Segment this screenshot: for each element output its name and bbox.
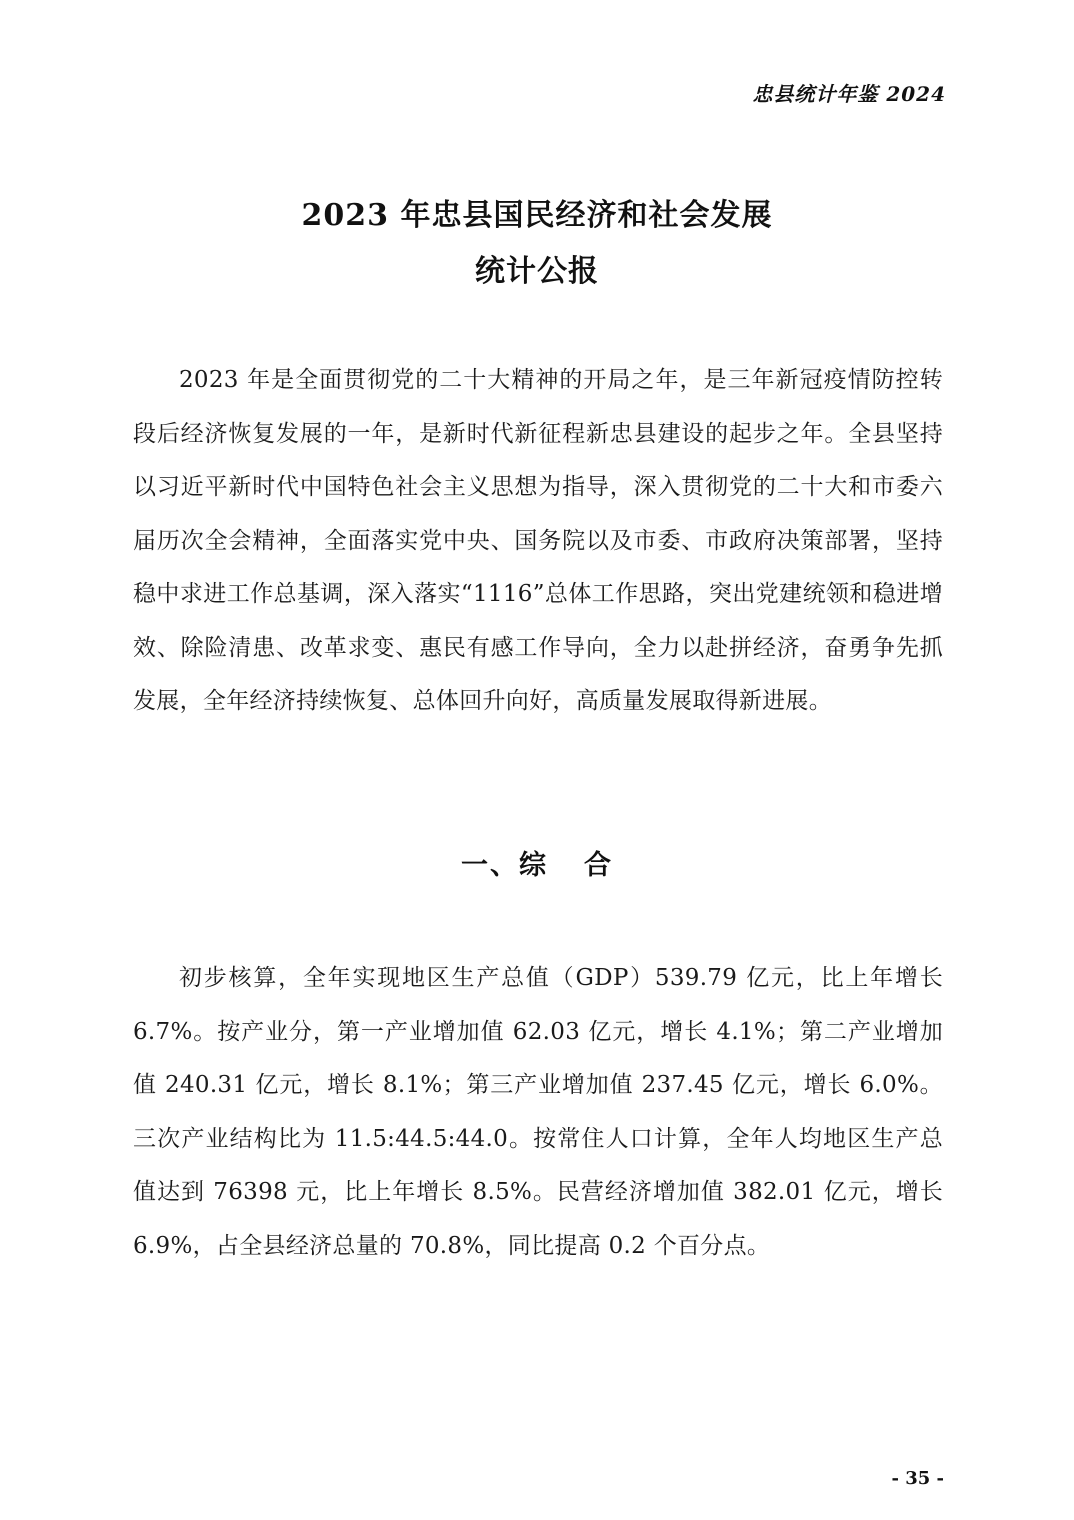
intro-paragraph: 2023 年是全面贯彻党的二十大精神的开局之年，是三年新冠疫情防控转段后经济恢复发展的一年，是新时代新征程新忠县建设的起步之年。全县坚持以习近平新时代中国特色社会主义思想为指导，深入贯彻党的二十大和市委六届历次全会精神，全面落实党中央、国务院以及市委、市政府决策部署，坚持稳中求进工作总基调，深入落实“1116”总体工作思路，突出党建统领和稳进增效、除险清患、改革求变、惠民有感工作导向，全力以赴拼经济，奋勇争先抓发展，全年经济持续恢复、总体回升向好，高质量发展取得新进展。	[133, 367, 943, 714]
page-number: - 35 -	[891, 1468, 944, 1489]
title-line-2: 统计公报	[475, 254, 599, 289]
section-heading-part-1: 一、综	[461, 850, 548, 881]
section-heading-part-2: 合	[584, 850, 613, 881]
running-header: 忠县统计年鉴 2024	[752, 82, 946, 106]
title-line-1: 2023 年忠县国民经济和社会发展	[301, 198, 773, 233]
gdp-paragraph: 初步核算，全年实现地区生产总值（GDP）539.79 亿元，比上年增长 6.7%。按产业分，第一产业增加值 62.03 亿元，增长 4.1%；第二产业增加值 240.31 亿元，增长 8.1%；第三产业增加值 237.45 亿元，增长 6.0%。三次产业结构比为 11.5:44.5:44.0。按常住人口计算，全年人均地区生产总值达到 76398 元，比上年增长 8.5%。民营经济增加值 382.01 亿元，增长 6.9%，占全县经济总量的 70.8%，同比提高 0.2 个百分点。	[133, 965, 943, 1259]
section-heading-overview	[0, 843, 1074, 882]
document-title	[0, 188, 1074, 300]
